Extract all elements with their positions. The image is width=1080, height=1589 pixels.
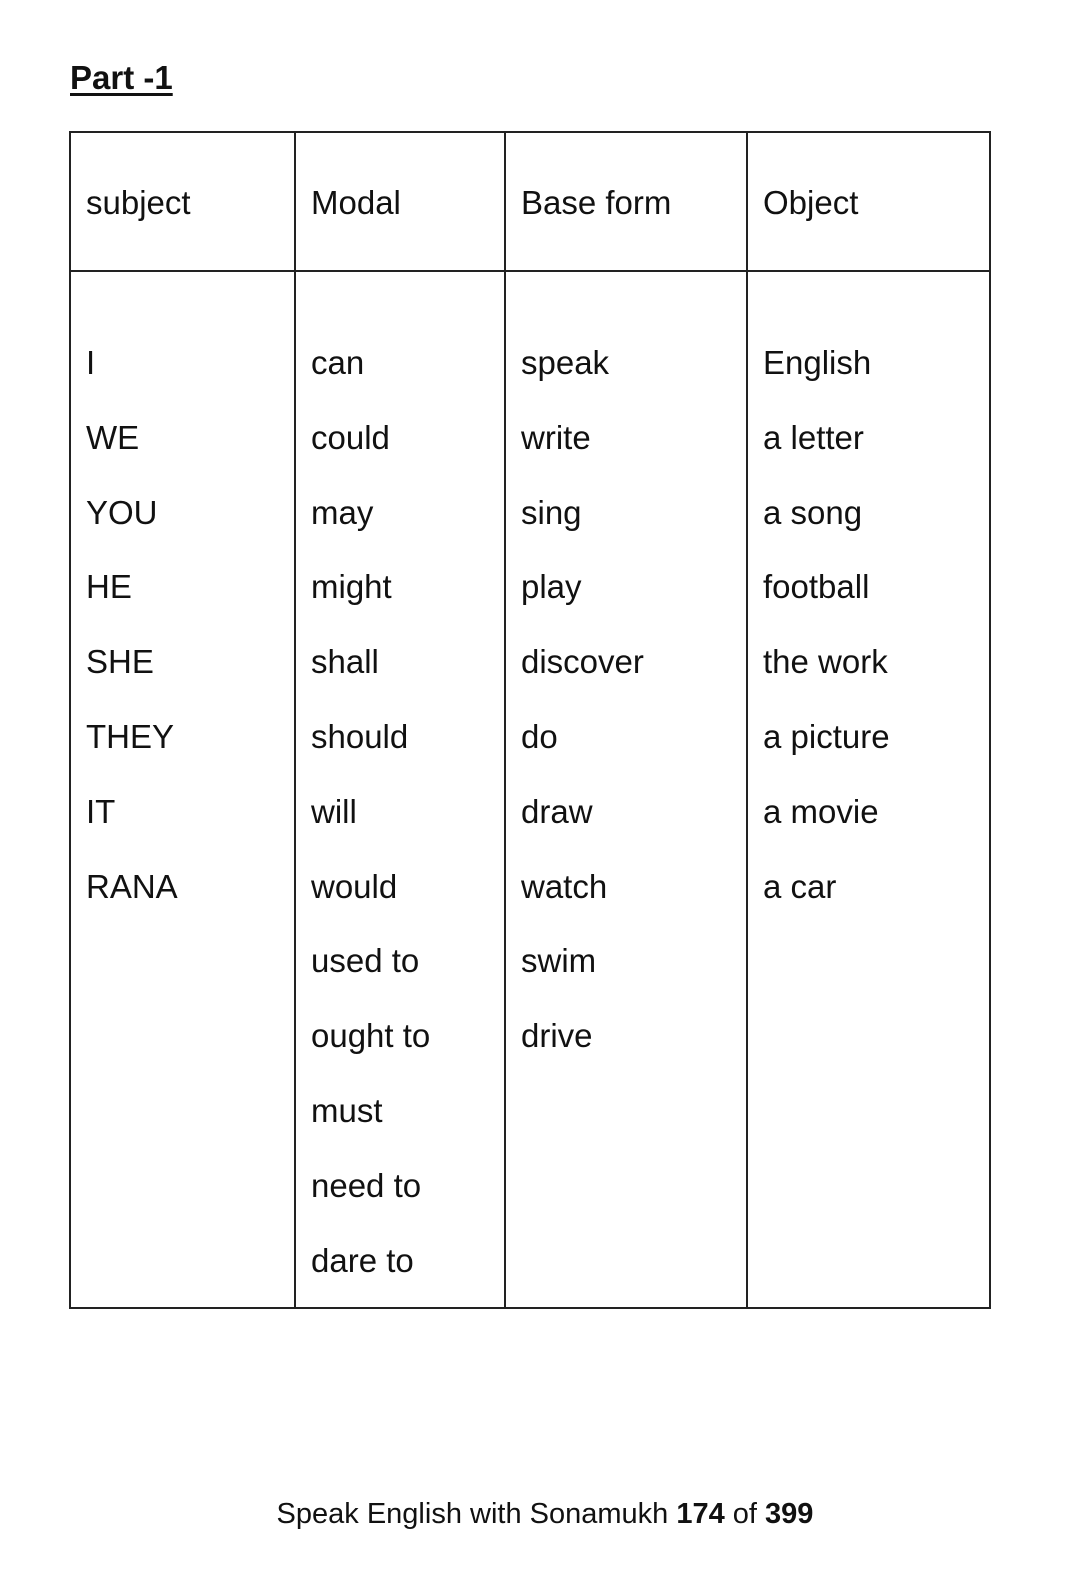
object-item: a car bbox=[763, 867, 837, 905]
modal-column bbox=[296, 272, 506, 1307]
modal-item: need to bbox=[311, 1166, 422, 1204]
object-item: the work bbox=[763, 643, 888, 681]
modal-item: will bbox=[311, 792, 357, 830]
subject-item: YOU bbox=[86, 493, 158, 531]
object-item: a song bbox=[763, 493, 863, 531]
modal-item: may bbox=[311, 493, 374, 531]
page-footer bbox=[0, 1496, 1080, 1532]
footer-of-label: of bbox=[732, 1498, 757, 1530]
page-number-total: 399 bbox=[765, 1498, 814, 1530]
base-form-item: discover bbox=[521, 643, 644, 681]
object-item: a picture bbox=[763, 717, 890, 755]
subject-item: RANA bbox=[86, 867, 178, 905]
base-form-item: swim bbox=[521, 942, 597, 980]
subject-item: WE bbox=[86, 418, 140, 456]
page-number-current: 174 bbox=[676, 1498, 725, 1530]
modal-item: would bbox=[311, 867, 398, 905]
object-column bbox=[748, 272, 989, 1307]
header-modal: Modal bbox=[296, 133, 506, 272]
object-item: English bbox=[763, 344, 872, 381]
base-form-item: drive bbox=[521, 1017, 593, 1055]
modal-item: must bbox=[311, 1091, 383, 1129]
base-form-column bbox=[506, 272, 748, 1307]
modal-item: should bbox=[311, 717, 409, 755]
modal-item: shall bbox=[311, 643, 379, 681]
base-form-item: write bbox=[521, 418, 591, 456]
modal-item: ought to bbox=[311, 1017, 431, 1055]
subject-item: I bbox=[86, 344, 96, 381]
subject-item: HE bbox=[86, 568, 132, 606]
header-subject: subject bbox=[71, 133, 296, 272]
subject-item: THEY bbox=[86, 717, 175, 755]
modal-item: used to bbox=[311, 942, 420, 980]
base-form-item: do bbox=[521, 717, 558, 755]
base-form-item: draw bbox=[521, 792, 593, 830]
modal-item: might bbox=[311, 568, 392, 606]
grammar-table bbox=[69, 131, 991, 1309]
object-item: a letter bbox=[763, 418, 864, 456]
base-form-item: play bbox=[521, 568, 582, 606]
header-object: Object bbox=[748, 133, 989, 272]
modal-item: can bbox=[311, 344, 365, 381]
base-form-item: sing bbox=[521, 493, 582, 531]
modal-item: could bbox=[311, 418, 390, 456]
object-item: a movie bbox=[763, 792, 879, 830]
base-form-item: watch bbox=[521, 867, 608, 905]
object-item: football bbox=[763, 568, 870, 606]
subject-item: IT bbox=[86, 792, 116, 830]
base-form-item: speak bbox=[521, 344, 610, 381]
header-base-form: Base form bbox=[506, 133, 748, 272]
footer-text: Speak English with Sonamukh bbox=[276, 1498, 669, 1530]
page-title: Part -1 bbox=[70, 59, 173, 96]
subject-item: SHE bbox=[86, 643, 154, 681]
subject-column bbox=[71, 272, 296, 1307]
modal-item: dare to bbox=[311, 1241, 414, 1279]
